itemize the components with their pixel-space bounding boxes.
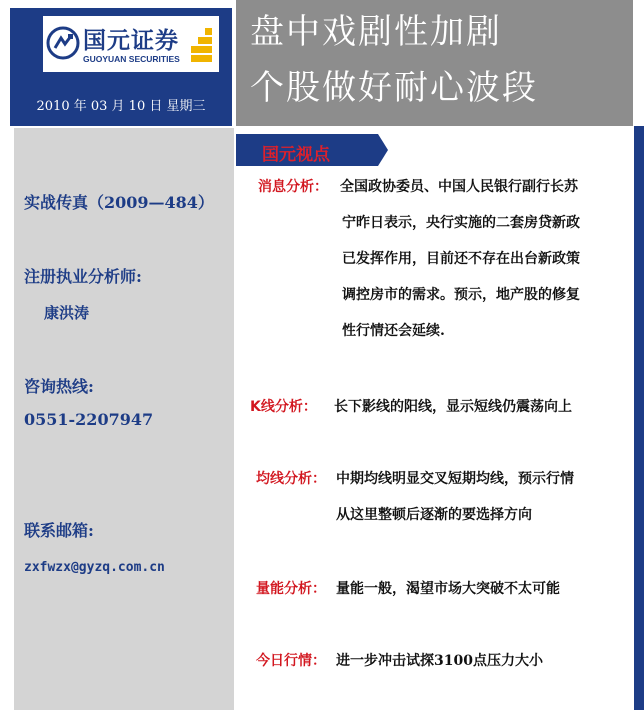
kline-analysis-text: 长下影线的阳线，显示短线仍震荡向上	[334, 399, 572, 415]
report-name: 实战传真（2009—484）	[24, 193, 214, 212]
news-line-2: 宁昨日表示，央行实施的二套房贷新政	[342, 215, 580, 231]
ma-line-2: 从这里整顿后逐渐的要选择方向	[336, 507, 532, 523]
kline-analysis-label: K线分析：	[250, 399, 317, 415]
right-edge-bar	[634, 126, 644, 710]
volume-analysis-label: 量能分析：	[256, 581, 326, 597]
news-line-4: 调控房市的需求。预示，地产股的修复	[342, 287, 580, 303]
section-header-arrow	[378, 134, 388, 166]
logo	[43, 16, 219, 72]
email-address[interactable]: zxfwzx@gyzq.com.cn	[24, 560, 165, 575]
news-analysis-label: 消息分析：	[258, 179, 328, 195]
page-title-line-1: 盘中戏剧性加剧	[250, 12, 502, 52]
logo-squares-icon	[189, 28, 215, 62]
ma-analysis-label: 均线分析：	[256, 471, 326, 487]
page-title-line-2: 个股做好耐心波段	[250, 68, 538, 108]
logo-name-cn: 国元证券	[83, 28, 179, 54]
section-header	[236, 134, 378, 166]
hotline-number: 0551-2207947	[24, 410, 154, 429]
guoyuan-logo-icon	[46, 26, 80, 60]
news-line-1: 全国政协委员、中国人民银行副行长苏	[340, 179, 578, 195]
volume-analysis-text: 量能一般，渴望市场大突破不太可能	[336, 581, 560, 597]
analyst-label: 注册执业分析师:	[24, 267, 142, 286]
ma-line-1: 中期均线明显交叉短期均线，预示行情	[336, 471, 574, 487]
hotline-label: 咨询热线:	[24, 377, 94, 396]
header-edge	[633, 0, 644, 126]
report-date: 2010 年 03 月 10 日 星期三	[36, 99, 206, 114]
section-title: 国元视点	[262, 145, 330, 165]
today-outlook-text: 进一步冲击试探3100点压力大小	[336, 653, 543, 669]
today-outlook-label: 今日行情：	[256, 653, 326, 669]
email-label: 联系邮箱:	[24, 521, 94, 540]
logo-name-en: GUOYUAN SECURITIES	[83, 54, 180, 64]
news-line-3: 已发挥作用，目前还不存在出台新政策	[342, 251, 580, 267]
analyst-name: 康洪涛	[44, 304, 90, 322]
header-title-panel	[236, 0, 634, 126]
header-brand-panel	[10, 8, 232, 126]
news-line-5: 性行情还会延续.	[342, 323, 445, 339]
sidebar	[14, 128, 234, 710]
